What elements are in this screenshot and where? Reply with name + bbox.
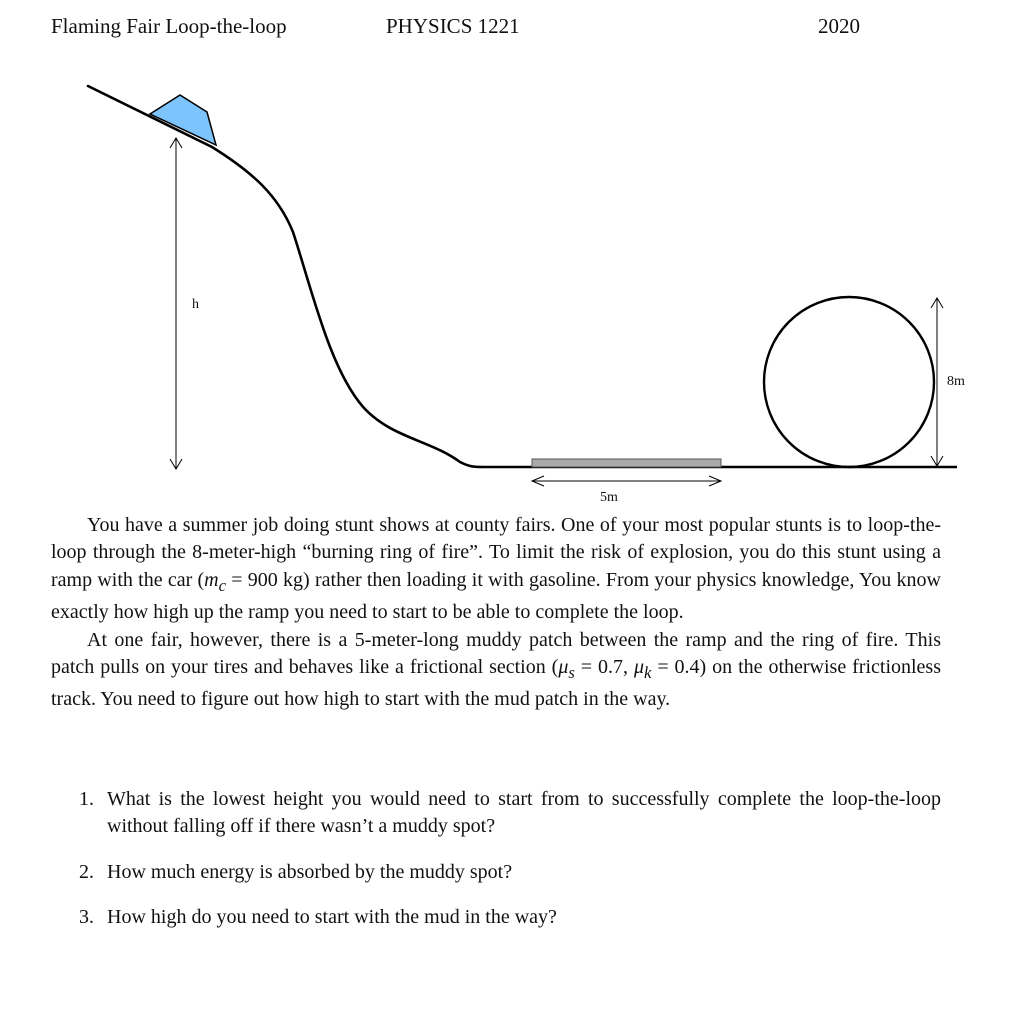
problem-paragraph-1: You have a summer job doing stunt shows at county fairs. One of your most popular stunts is to loop-the-loop through the 8-meter-high “burning ring of fire”. To limit the risk of explosion, you do this stunt using a ramp with the car ($m_c = 900$ kg) rather then loading it with gasoline. From your physics knowledge, You know exactly how high up the ramp you need to start to be able to complete the loop.	[51, 514, 941, 624]
mud-length-label: 5m	[600, 490, 618, 505]
question-list	[79, 786, 941, 950]
height-arrow	[170, 138, 182, 469]
question-item: 2. How much energy is absorbed by the muddy spot?	[79, 860, 513, 883]
fire-ring-loop	[764, 297, 934, 467]
ramp-track	[88, 86, 482, 467]
loop-height-label: 8m	[947, 374, 965, 389]
problem-paragraph-2: At one fair, however, there is a 5-meter-long muddy patch between the ramp and the ring of fire. This patch pulls on your tires and behaves like a frictional section ($\mu_s = 0.7$, $\mu_k = 0.4$) on the otherwise frictionless track. You need to figure out how high to start with the mud patch in the way.	[51, 628, 941, 711]
problem-statement	[51, 512, 941, 714]
header-title: Flaming Fair Loop-the-loop	[51, 14, 287, 38]
mud-patch	[532, 459, 721, 467]
question-item: 3. How high do you need to start with the mud in the way?	[79, 906, 557, 929]
height-label: h	[192, 297, 199, 312]
header-course: PHYSICS 1221	[386, 14, 520, 38]
question-item: 1. What is the lowest height you would need to start from to successfully complete the loop-the-loop without falling off if there wasn’t a muddy spot?	[79, 788, 941, 838]
mud-length-arrow	[532, 476, 721, 486]
loop-height-arrow	[931, 298, 943, 466]
header-year: 2020	[818, 14, 860, 38]
